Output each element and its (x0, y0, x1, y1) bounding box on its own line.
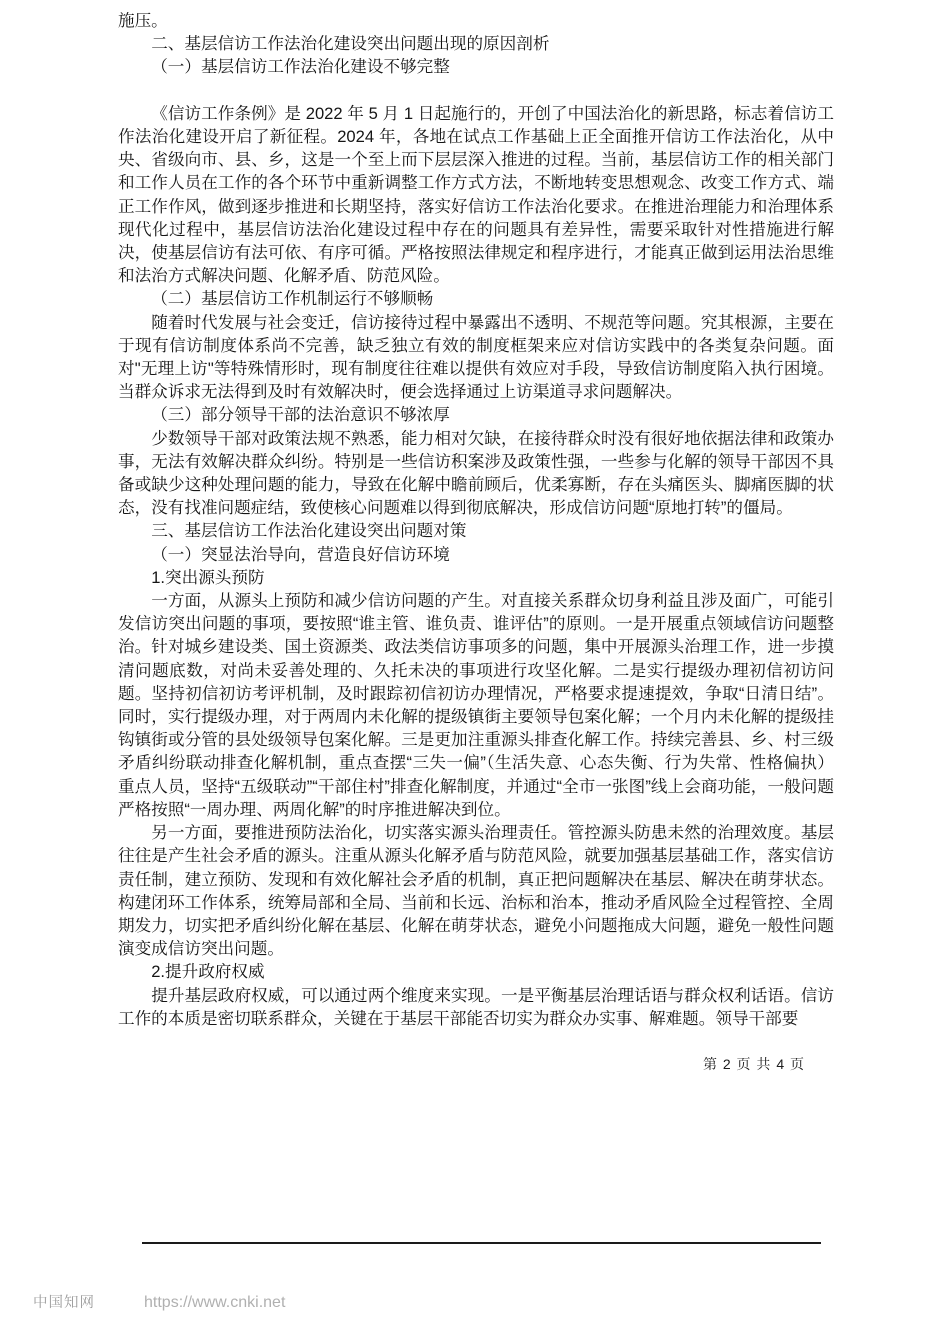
site-footer (33, 1291, 285, 1312)
section-heading: （三）部分领导干部的法治意识不够浓厚 (151, 405, 450, 425)
footer-divider (142, 1242, 821, 1244)
section-heading: 1.突出源头预防 (151, 567, 265, 587)
document-body (118, 9, 834, 1030)
page-indicator: 第 2 页 共 4 页 (702, 1056, 805, 1072)
paragraph: 《信访工作条例》是 2022 年 5 月 1 日起施行的，开创了中国法治化的新思路，标志着信访工作法治化建设开启了新征程。2024 年，各地在试点工作基础上正全面推开信访工作法治化，从中央、省级向市、县、乡，这是一个至上而下层层深入推进的过程。当前，基层信访工作的相关部门和工作人员在工作的各个环节中重新调整工作方式方法，不断地转变思想观念、改变工作方式、端正工作作风，做到逐步推进和长期坚持，落实好信访工作法治化要求。在推进治理能力和治理体系现代化过程中，基层信访法治化建设过程中存在的问题具有差异性，需要采取针对性措施进行解决，使基层信访有法可依、有序可循。严格按照法律规定和程序进行，才能真正做到运用法治思维和法治方式解决问题、化解矛盾、防范风险。 (118, 103, 834, 286)
section-heading: 三、基层信访工作法治化建设突出问题对策 (151, 521, 467, 541)
section-heading: （一）基层信访工作法治化建设不够完整 (151, 57, 450, 77)
cnki-url-link[interactable]: https://www.cnki.net (144, 1294, 286, 1311)
section-heading: 二、基层信访工作法治化建设突出问题出现的原因剖析 (151, 34, 550, 54)
paragraph: 提升基层政府权威，可以通过两个维度来实现。一是平衡基层治理话语与群众权利话语。信访工作的本质是密切联系群众，关键在于基层干部能否切实为群众办实事、解难题。领导干部要 (118, 985, 834, 1028)
section-heading: 2.提升政府权威 (151, 962, 265, 982)
paragraph: 随着时代发展与社会变迁，信访接待过程中暴露出不透明、不规范等问题。究其根源，主要在于现有信访制度体系尚不完善，缺乏独立有效的制度框架来应对信访实践中的各类复杂问题。面对"无理上访"等特殊情形时，现有制度往往难以提供有效应对手段，导致信访制度陷入执行困境。当群众诉求无法得到及时有效解决时，便会选择通过上访渠道寻求问题解决。 (118, 312, 834, 402)
section-heading: （二）基层信访工作机制运行不够顺畅 (151, 289, 434, 309)
paragraph: 一方面，从源头上预防和减少信访问题的产生。对直接关系群众切身利益且涉及面广，可能引发信访突出问题的事项，要按照“谁主管、谁负责、谁评估”的原则。一是开展重点领域信访问题整治。针对城乡建设类、国土资源类、政法类信访事项多的问题，集中开展源头治理工作，进一步摸清问题底数，对尚未妥善处理的、久托未决的事项进行攻坚化解。二是实行提级办理初信初访问题。坚持初信初访考评机制，及时跟踪初信初访办理情况，严格要求提速提效，争取“日清日结”。同时，实行提级办理，对于两周内未化解的提级镇街主要领导包案化解；一个月内未化解的提级挂钩镇街或分管的县处级领导包案化解。三是更加注重源头排查化解工作。持续完善县、乡、村三级矛盾纠纷联动排查化解机制，重点查摆“三失一偏”（生活失意、心态失衡、行为失常、性格偏执）重点人员，坚持“五级联动”“干部住村”排查化解制度，并通过“全市一张图”线上会商功能，一般问题严格按照“一周办理、两周化解”的时序推进解决到位。 (118, 591, 834, 819)
paragraph: 施压。 (118, 11, 168, 30)
cnki-brand-watermark: 中国知网 (33, 1295, 95, 1311)
section-heading: （一）突显法治导向，营造良好信访环境 (151, 544, 450, 564)
paragraph: 少数领导干部对政策法规不熟悉，能力相对欠缺，在接待群众时没有很好地依据法律和政策办事，无法有效解决群众纠纷。特别是一些信访积案涉及政策性强，一些参与化解的领导干部因不具备或缺少这种处理问题的能力，导致在化解中瞻前顾后，优柔寡断，存在头痛医头、脚痛医脚的状态，没有找准问题症结，致使核心问题难以得到彻底解决，形成信访问题“原地打转”的僵局。 (118, 428, 834, 518)
paragraph: 另一方面，要推进预防法治化，切实落实源头治理责任。管控源头防患未然的治理效度。基层往往是产生社会矛盾的源头。注重从源头化解矛盾与防范风险，就要加强基层基础工作，落实信访责任制，建立预防、发现和有效化解社会矛盾的机制，真正把问题解决在基层、解决在萌芽状态。构建闭环工作体系，统筹局部和全局、当前和长远、治标和治本，推动矛盾风险全过程管控、全周期发力，切实把矛盾纠纷化解在基层、化解在萌芽状态，避免小问题拖成大问题，避免一般性问题演变成信访突出问题。 (118, 823, 834, 959)
blank-line (118, 79, 834, 102)
